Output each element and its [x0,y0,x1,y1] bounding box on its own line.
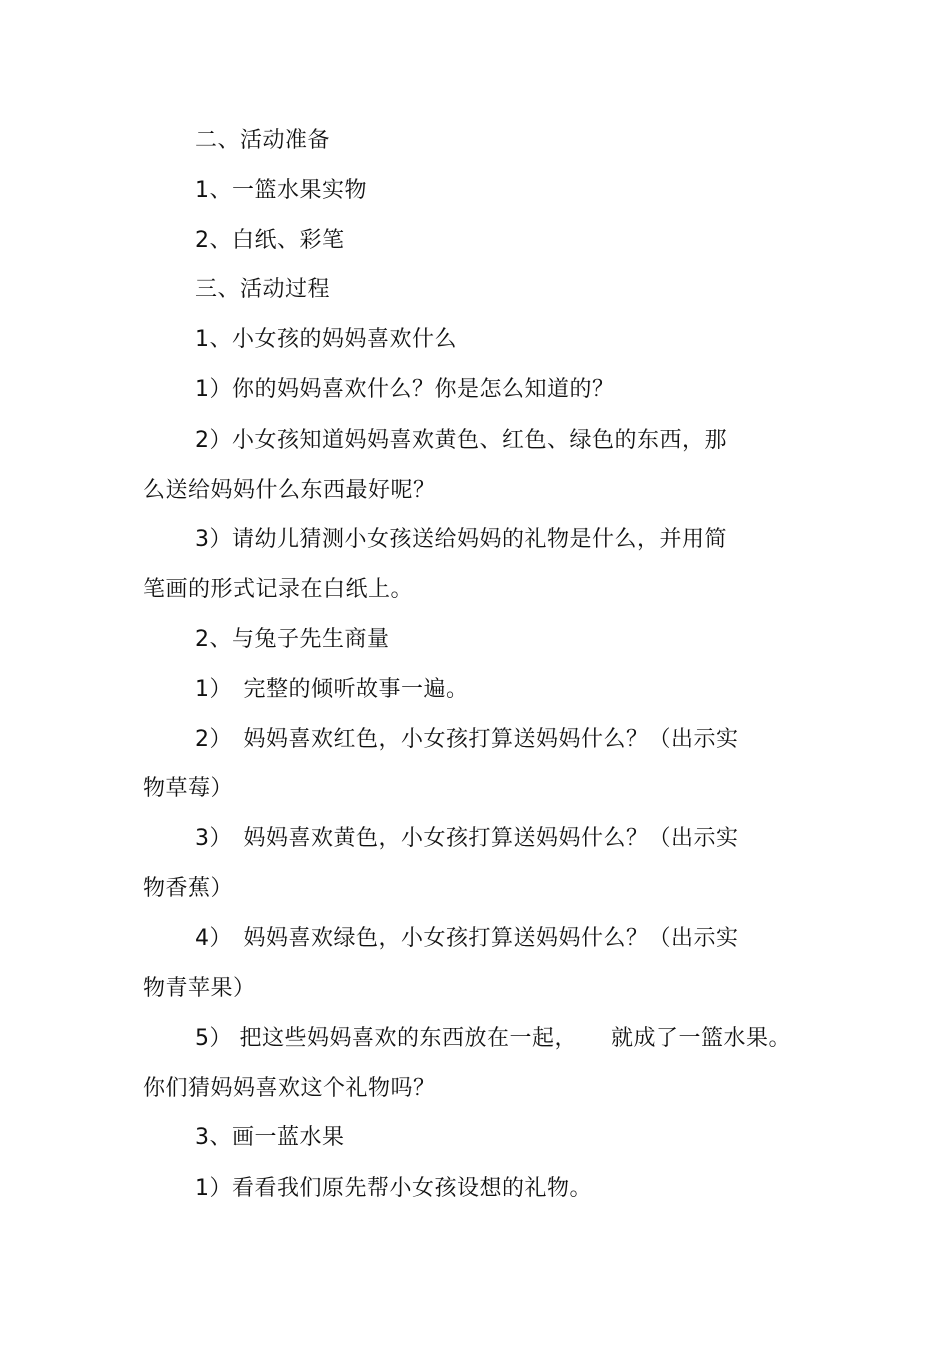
paragraph-line: 笔画的形式记录在白纸上。 [143,577,414,602]
subsection-heading: 3、画一蓝水果 [195,1125,345,1150]
section-heading-process: 三、活动过程 [195,277,331,302]
list-item: 1、一篮水果实物 [195,178,367,203]
paragraph-line: 么送给妈妈什么东西最好呢？ [143,478,436,503]
paragraph-line: 你们猜妈妈喜欢这个礼物吗？ [143,1076,436,1101]
paragraph-line: 1）看看我们原先帮小女孩设想的礼物。 [195,1176,592,1201]
paragraph-line: 4） 妈妈喜欢绿色，小女孩打算送妈妈什么？（出示实 [195,926,739,951]
paragraph-line: 1） 完整的倾听故事一遍。 [195,677,469,702]
subsection-heading: 2、与兔子先生商量 [195,627,390,652]
paragraph-line: 2） 妈妈喜欢红色，小女孩打算送妈妈什么？（出示实 [195,727,739,752]
section-heading-preparation: 二、活动准备 [195,128,331,153]
paragraph-line: 3） 妈妈喜欢黄色，小女孩打算送妈妈什么？（出示实 [195,826,739,851]
paragraph-line: 物香蕉） [143,876,234,901]
subsection-heading: 1、小女孩的妈妈喜欢什么 [195,327,457,352]
paragraph-line: 5） 把这些妈妈喜欢的东西放在一起， 就成了一篮水果。 [195,1026,791,1051]
paragraph-line: 物青苹果） [143,976,256,1001]
list-item: 2、白纸、彩笔 [195,228,345,253]
paragraph-line: 物草莓） [143,776,234,801]
paragraph-line: 3）请幼儿猜测小女孩送给妈妈的礼物是什么，并用简 [195,527,727,552]
paragraph-line: 1）你的妈妈喜欢什么？你是怎么知道的？ [195,377,615,402]
paragraph-line: 2）小女孩知道妈妈喜欢黄色、红色、绿色的东西，那 [195,428,727,453]
